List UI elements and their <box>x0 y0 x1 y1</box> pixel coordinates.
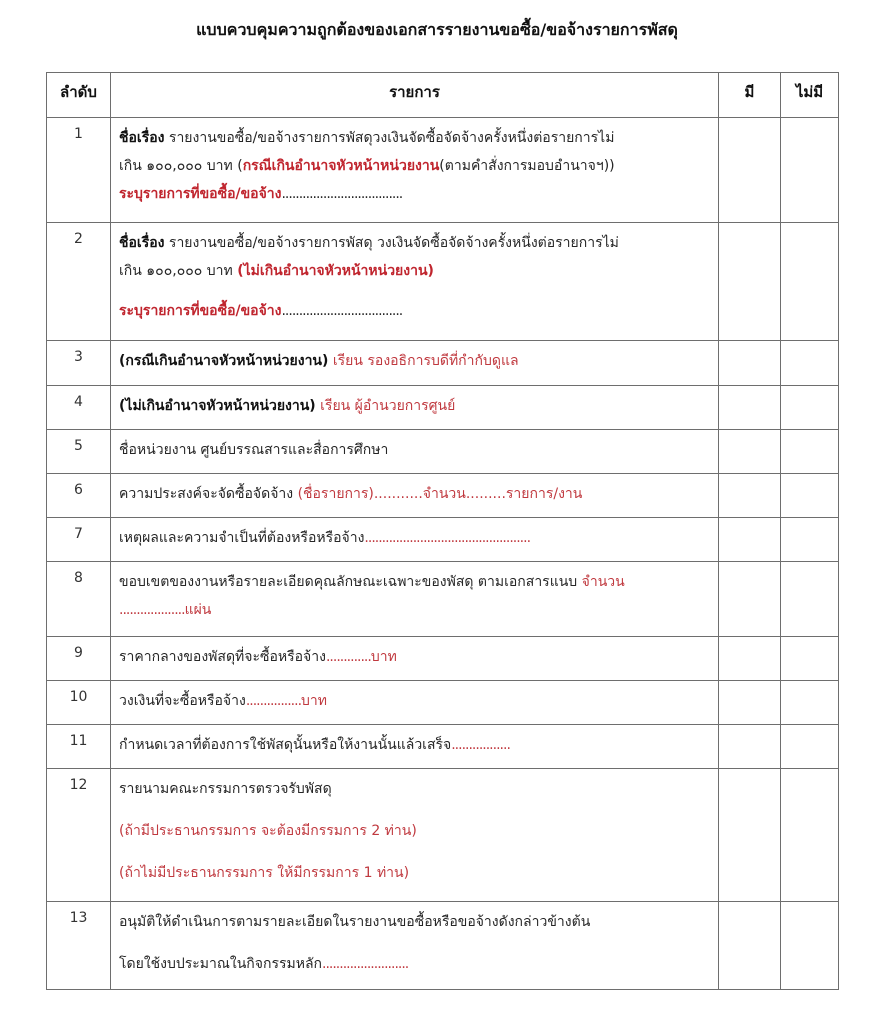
row-item: ชื่อเรื่อง รายงานขอซื้อ/ขอจ้างรายการพัสดุ วงเงินจัดซื้อจัดจ้างครั้งหนึ่งต่อรายการไม่ เกิน ๑๐๐,๐๐๐ บาท (ไม่เกินอำนาจหัวหน้าหน่วยงาน) ระบุรายการที่ขอซื้อ/ขอจ้าง................................... <box>111 223 719 341</box>
row-item: อนุมัติให้ดำเนินการตามรายละเอียดในรายงานขอซื้อหรือขอจ้างดังกล่าวข้างต้น โดยใช้งบประมาณในกิจกรรมหลัก......................... <box>111 902 719 990</box>
checkbox-cell-yes[interactable] <box>719 430 781 474</box>
table-row <box>47 118 839 223</box>
checkbox-cell-yes[interactable] <box>719 562 781 637</box>
row-number: 5 <box>47 430 111 474</box>
row-item: เหตุผลและความจำเป็นที่ต้องหรือหรือจ้าง................................................ <box>111 518 719 562</box>
document-title: แบบควบคุมความถูกต้องของเอกสารรายงานขอซื้อ/ขอจ้างรายการพัสดุ <box>196 20 678 39</box>
checkbox-cell-no[interactable] <box>781 430 839 474</box>
row-item: ชื่อเรื่อง รายงานขอซื้อ/ขอจ้างรายการพัสดุวงเงินจัดซื้อจัดจ้างครั้งหนึ่งต่อรายการไม่ เกิน ๑๐๐,๐๐๐ บาท (กรณีเกินอำนาจหัวหน้าหน่วยงาน(ตามคำสั่งการมอบอำนาจฯ)) ระบุรายการที่ขอซื้อ/ขอจ้าง................................... <box>111 118 719 223</box>
checkbox-cell-no[interactable] <box>781 223 839 341</box>
table-row <box>47 474 839 518</box>
row-item: ขอบเขตของงานหรือรายละเอียดคุณลักษณะเฉพาะของพัสดุ ตามเอกสารแนบ จำนวน ...................แผ่น <box>111 562 719 637</box>
table-row <box>47 902 839 990</box>
row-number: 2 <box>47 223 111 341</box>
header-yes: มี <box>719 73 781 118</box>
row-item: ราคากลางของพัสดุที่จะซื้อหรือจ้าง.............บาท <box>111 637 719 681</box>
table-row <box>47 681 839 725</box>
table-row <box>47 769 839 902</box>
table-row <box>47 341 839 386</box>
checkbox-cell-no[interactable] <box>781 769 839 902</box>
table-row <box>47 562 839 637</box>
checkbox-cell-no[interactable] <box>781 474 839 518</box>
table-header-row <box>47 73 839 118</box>
table-row <box>47 386 839 430</box>
row-item: รายนามคณะกรรมการตรวจรับพัสดุ (ถ้ามีประธานกรรมการ จะต้องมีกรรมการ 2 ท่าน) (ถ้าไม่มีประธานกรรมการ ให้มีกรรมการ 1 ท่าน) <box>111 769 719 902</box>
checkbox-cell-yes[interactable] <box>719 223 781 341</box>
row-number: 3 <box>47 341 111 386</box>
checkbox-cell-yes[interactable] <box>719 386 781 430</box>
checkbox-cell-yes[interactable] <box>719 118 781 223</box>
row-number: 11 <box>47 725 111 769</box>
checkbox-cell-yes[interactable] <box>719 725 781 769</box>
header-no-have: ไม่มี <box>781 73 839 118</box>
checkbox-cell-no[interactable] <box>781 518 839 562</box>
checkbox-cell-yes[interactable] <box>719 518 781 562</box>
row-number: 7 <box>47 518 111 562</box>
checklist-table <box>46 72 839 990</box>
table-row <box>47 223 839 341</box>
checkbox-cell-no[interactable] <box>781 902 839 990</box>
checkbox-cell-no[interactable] <box>781 725 839 769</box>
checkbox-cell-no[interactable] <box>781 681 839 725</box>
checkbox-cell-no[interactable] <box>781 637 839 681</box>
table-row <box>47 430 839 474</box>
checkbox-cell-yes[interactable] <box>719 769 781 902</box>
checkbox-cell-yes[interactable] <box>719 681 781 725</box>
row-item: กำหนดเวลาที่ต้องการใช้พัสดุนั้นหรือให้งานนั้นแล้วเสร็จ................. <box>111 725 719 769</box>
row-number: 6 <box>47 474 111 518</box>
checkbox-cell-yes[interactable] <box>719 902 781 990</box>
checkbox-cell-no[interactable] <box>781 118 839 223</box>
checkbox-cell-no[interactable] <box>781 341 839 386</box>
table-row <box>47 518 839 562</box>
checkbox-cell-yes[interactable] <box>719 637 781 681</box>
checkbox-cell-yes[interactable] <box>719 474 781 518</box>
row-number: 1 <box>47 118 111 223</box>
header-no: ลำดับ <box>47 73 111 118</box>
row-item: วงเงินที่จะซื้อหรือจ้าง................บาท <box>111 681 719 725</box>
table-row <box>47 637 839 681</box>
row-item: ชื่อหน่วยงาน ศูนย์บรรณสารและสื่อการศึกษา <box>111 430 719 474</box>
row-number: 13 <box>47 902 111 990</box>
header-item: รายการ <box>111 73 719 118</box>
checkbox-cell-yes[interactable] <box>719 341 781 386</box>
row-item: (ไม่เกินอำนาจหัวหน้าหน่วยงาน) เรียน ผู้อำนวยการศูนย์ <box>111 386 719 430</box>
row-number: 10 <box>47 681 111 725</box>
row-item: ความประสงค์จะจัดซื้อจัดจ้าง (ชื่อรายการ)...........จำนวน.........รายการ/งาน <box>111 474 719 518</box>
row-number: 4 <box>47 386 111 430</box>
row-item: (กรณีเกินอำนาจหัวหน้าหน่วยงาน) เรียน รองอธิการบดีที่กำกับดูแล <box>111 341 719 386</box>
row-number: 9 <box>47 637 111 681</box>
row-number: 8 <box>47 562 111 637</box>
row-number: 12 <box>47 769 111 902</box>
table-row <box>47 725 839 769</box>
checkbox-cell-no[interactable] <box>781 386 839 430</box>
checkbox-cell-no[interactable] <box>781 562 839 637</box>
